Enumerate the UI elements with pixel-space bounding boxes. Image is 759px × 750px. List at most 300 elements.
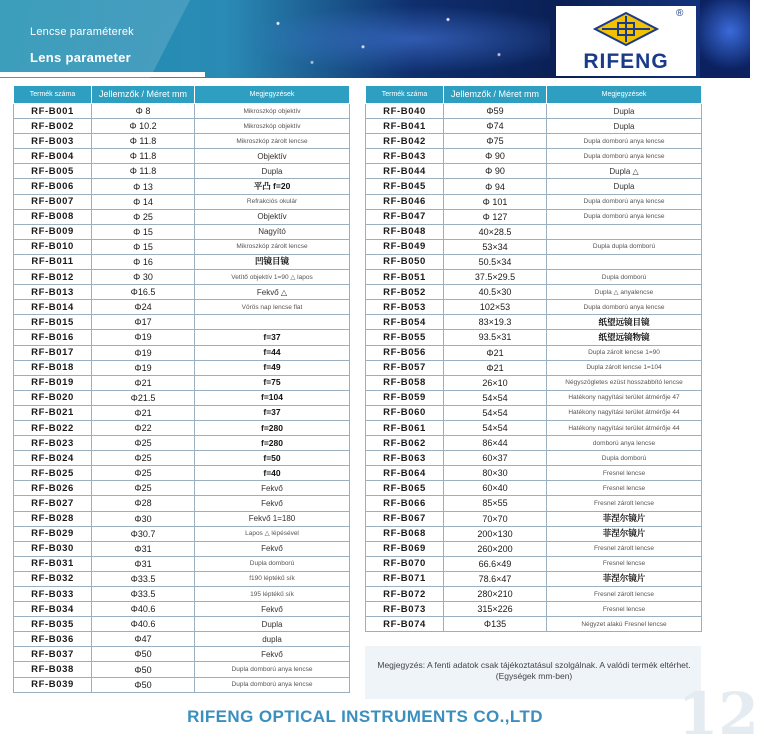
note-cell: Dupla: [195, 164, 350, 179]
size-cell: Φ50: [92, 677, 195, 692]
product-code-cell: RF-B018: [14, 360, 92, 375]
note-cell: Fekvő: [195, 481, 350, 496]
table-row: [14, 179, 350, 194]
product-code-cell: RF-B031: [14, 556, 92, 571]
table-row: [14, 481, 350, 496]
note-cell: 平凸 f=20: [195, 179, 350, 194]
size-cell: 40×28.5: [444, 224, 547, 239]
note-cell: Fekvő: [195, 541, 350, 556]
table-row: [366, 179, 702, 194]
table-row: [14, 662, 350, 677]
size-cell: 66.6×49: [444, 556, 547, 571]
product-code-cell: RF-B007: [14, 194, 92, 209]
table-row: [14, 436, 350, 451]
product-code-cell: RF-B017: [14, 345, 92, 360]
note-cell: Fresnel lencse: [547, 466, 702, 481]
note-cell: 纸望远镜物镜: [547, 330, 702, 345]
table-row: [366, 315, 702, 330]
size-cell: 200×130: [444, 526, 547, 541]
product-code-cell: RF-B069: [366, 541, 444, 556]
product-code-cell: RF-B047: [366, 209, 444, 224]
registered-mark: ®: [676, 8, 684, 19]
table-row: [366, 104, 702, 119]
note-cell: [195, 315, 350, 330]
product-code-cell: RF-B058: [366, 375, 444, 390]
note-cell: Dupla dupla domború: [547, 239, 702, 254]
size-cell: Φ 15: [92, 224, 195, 239]
product-code-cell: RF-B068: [366, 526, 444, 541]
note-cell: Fresnel zárolt lencse: [547, 587, 702, 602]
product-code-cell: RF-B044: [366, 164, 444, 179]
size-cell: Φ21: [92, 405, 195, 420]
product-code-cell: RF-B021: [14, 405, 92, 420]
table-row: [366, 239, 702, 254]
logo-wordmark: RIFENG: [583, 50, 669, 73]
table-row: [14, 541, 350, 556]
note-cell: Dupla △: [547, 164, 702, 179]
product-code-cell: RF-B061: [366, 420, 444, 435]
table-row: [14, 360, 350, 375]
size-cell: Φ19: [92, 330, 195, 345]
size-cell: 260×200: [444, 541, 547, 556]
note-cell: Dupla domború anya lencse: [195, 662, 350, 677]
product-code-cell: RF-B033: [14, 587, 92, 602]
lens-table-right: [365, 85, 702, 632]
product-code-cell: RF-B072: [366, 587, 444, 602]
table-row: [14, 647, 350, 662]
product-code-cell: RF-B004: [14, 149, 92, 164]
table-row: [366, 587, 702, 602]
product-code-cell: RF-B012: [14, 270, 92, 285]
table-row: [366, 134, 702, 149]
table-row: [366, 556, 702, 571]
product-code-cell: RF-B054: [366, 315, 444, 330]
table-row: [14, 677, 350, 692]
product-code-cell: RF-B055: [366, 330, 444, 345]
product-code-cell: RF-B001: [14, 104, 92, 119]
banner-title-hungarian: Lencse paraméterek: [30, 26, 134, 38]
table-row: [14, 134, 350, 149]
size-cell: Φ17: [92, 315, 195, 330]
table-header-row: [366, 86, 702, 104]
size-cell: 102×53: [444, 300, 547, 315]
table-row: [366, 209, 702, 224]
column-header-size: Jellemzők / Méret mm: [444, 86, 547, 104]
product-code-cell: RF-B052: [366, 285, 444, 300]
size-cell: 60×37: [444, 451, 547, 466]
lens-table-right-body: [366, 104, 702, 632]
product-code-cell: RF-B005: [14, 164, 92, 179]
lens-table-left-body: [14, 104, 350, 693]
size-cell: 315×226: [444, 602, 547, 617]
note-cell: f=104: [195, 390, 350, 405]
size-cell: Φ 30: [92, 270, 195, 285]
product-code-cell: RF-B008: [14, 209, 92, 224]
table-row: [366, 390, 702, 405]
note-cell: dupla: [195, 632, 350, 647]
size-cell: 70×70: [444, 511, 547, 526]
product-code-cell: RF-B035: [14, 617, 92, 632]
size-cell: 54×54: [444, 390, 547, 405]
product-code-cell: RF-B010: [14, 239, 92, 254]
size-cell: Φ 90: [444, 164, 547, 179]
size-cell: Φ25: [92, 451, 195, 466]
table-row: [366, 436, 702, 451]
note-cell: Fresnel lencse: [547, 556, 702, 571]
note-cell: Objektív: [195, 149, 350, 164]
size-cell: Φ30.7: [92, 526, 195, 541]
note-cell: Négyzet alakú Fresnel lencse: [547, 617, 702, 632]
note-cell: Mikroszkóp zárolt lencse: [195, 134, 350, 149]
table-row: [14, 119, 350, 134]
table-row: [366, 360, 702, 375]
size-cell: Φ 10.2: [92, 119, 195, 134]
table-row: [14, 300, 350, 315]
note-cell: Dupla: [547, 104, 702, 119]
size-cell: Φ16.5: [92, 285, 195, 300]
size-cell: Φ 13: [92, 179, 195, 194]
column-header-note: Megjegyzések: [547, 86, 702, 104]
size-cell: Φ 8: [92, 104, 195, 119]
size-cell: 85×55: [444, 496, 547, 511]
table-row: [14, 104, 350, 119]
size-cell: 86×44: [444, 436, 547, 451]
product-code-cell: RF-B032: [14, 571, 92, 586]
size-cell: Φ50: [92, 662, 195, 677]
size-cell: 53×34: [444, 239, 547, 254]
note-cell: Hatékony nagyítási terület átmérője 44: [547, 420, 702, 435]
table-row: [366, 270, 702, 285]
note-cell: Dupla domború anya lencse: [547, 149, 702, 164]
note-cell: Fekvő: [195, 496, 350, 511]
product-code-cell: RF-B036: [14, 632, 92, 647]
size-cell: Φ31: [92, 541, 195, 556]
size-cell: Φ 11.8: [92, 149, 195, 164]
table-row: [366, 149, 702, 164]
column-header-note: Megjegyzések: [195, 86, 350, 104]
product-code-cell: RF-B045: [366, 179, 444, 194]
size-cell: Φ 94: [444, 179, 547, 194]
size-cell: Φ47: [92, 632, 195, 647]
table-row: [14, 602, 350, 617]
table-row: [366, 496, 702, 511]
table-row: [14, 285, 350, 300]
banner-underline: [0, 72, 205, 77]
product-code-cell: RF-B071: [366, 571, 444, 586]
product-code-cell: RF-B043: [366, 149, 444, 164]
note-cell: Dupla △ anyalencse: [547, 285, 702, 300]
size-cell: Φ50: [92, 647, 195, 662]
product-code-cell: RF-B011: [14, 254, 92, 269]
size-cell: Φ21.5: [92, 390, 195, 405]
note-cell: f=75: [195, 375, 350, 390]
note-cell: f=44: [195, 345, 350, 360]
table-row: [14, 375, 350, 390]
table-row: [366, 526, 702, 541]
product-code-cell: RF-B028: [14, 511, 92, 526]
size-cell: Φ 127: [444, 209, 547, 224]
table-row: [14, 571, 350, 586]
note-cell: Mikroszkóp zárolt lencse: [195, 239, 350, 254]
size-cell: 280×210: [444, 587, 547, 602]
product-code-cell: RF-B064: [366, 466, 444, 481]
size-cell: Φ 15: [92, 239, 195, 254]
size-cell: Φ25: [92, 466, 195, 481]
table-row: [14, 345, 350, 360]
table-header-row: [14, 86, 350, 104]
product-code-cell: RF-B024: [14, 451, 92, 466]
note-cell: Vörös nap lencse flat: [195, 300, 350, 315]
note-cell: Dupla domború: [547, 451, 702, 466]
page-number-watermark: 12: [678, 680, 759, 748]
size-cell: Φ 11.8: [92, 134, 195, 149]
product-code-cell: RF-B060: [366, 405, 444, 420]
size-cell: Φ22: [92, 420, 195, 435]
product-code-cell: RF-B022: [14, 420, 92, 435]
table-row: [14, 164, 350, 179]
product-code-cell: RF-B009: [14, 224, 92, 239]
size-cell: Φ75: [444, 134, 547, 149]
product-code-cell: RF-B042: [366, 134, 444, 149]
column-header-code: Termék száma: [14, 86, 92, 104]
note-cell: Fresnel zárolt lencse: [547, 496, 702, 511]
note-cell: Dupla domború anya lencse: [195, 677, 350, 692]
product-code-cell: RF-B023: [14, 436, 92, 451]
product-code-cell: RF-B057: [366, 360, 444, 375]
note-cell: Hatékony nagyítási terület átmérője 44: [547, 405, 702, 420]
product-code-cell: RF-B050: [366, 254, 444, 269]
table-row: [14, 149, 350, 164]
note-cell: f=37: [195, 405, 350, 420]
table-row: [366, 375, 702, 390]
note-cell: Dupla domború anya lencse: [547, 134, 702, 149]
starfield-graphic: [210, 0, 550, 78]
product-code-cell: RF-B074: [366, 617, 444, 632]
product-code-cell: RF-B046: [366, 194, 444, 209]
size-cell: Φ40.6: [92, 617, 195, 632]
size-cell: 80×30: [444, 466, 547, 481]
table-row: [14, 420, 350, 435]
note-cell: f190 léptékű sík: [195, 571, 350, 586]
note-cell: Fekvő △: [195, 285, 350, 300]
size-cell: 83×19.3: [444, 315, 547, 330]
table-row: [14, 617, 350, 632]
note-cell: domború anya lencse: [547, 436, 702, 451]
note-cell: f=49: [195, 360, 350, 375]
product-code-cell: RF-B070: [366, 556, 444, 571]
table-row: [14, 390, 350, 405]
note-cell: Fresnel zárolt lencse: [547, 541, 702, 556]
product-code-cell: RF-B062: [366, 436, 444, 451]
note-cell: 菲涅尔镜片: [547, 526, 702, 541]
size-cell: Φ30: [92, 511, 195, 526]
banner-title-english: Lens parameter: [30, 50, 132, 65]
note-cell: Dupla zárolt lencse 1=90: [547, 345, 702, 360]
size-cell: Φ31: [92, 556, 195, 571]
table-row: [366, 541, 702, 556]
table-row: [14, 526, 350, 541]
size-cell: Φ59: [444, 104, 547, 119]
product-code-cell: RF-B038: [14, 662, 92, 677]
size-cell: 78.6×47: [444, 571, 547, 586]
product-code-cell: RF-B040: [366, 104, 444, 119]
note-cell: f=40: [195, 466, 350, 481]
table-row: [366, 194, 702, 209]
table-row: [14, 315, 350, 330]
table-row: [14, 632, 350, 647]
note-cell: f=280: [195, 436, 350, 451]
product-code-cell: RF-B063: [366, 451, 444, 466]
table-row: [14, 405, 350, 420]
note-cell: Dupla domború anya lencse: [547, 300, 702, 315]
size-cell: Φ33.5: [92, 587, 195, 602]
table-row: [14, 270, 350, 285]
product-code-cell: RF-B053: [366, 300, 444, 315]
size-cell: Φ40.6: [92, 602, 195, 617]
product-code-cell: RF-B056: [366, 345, 444, 360]
product-code-cell: RF-B066: [366, 496, 444, 511]
note-cell: 凹镜目镜: [195, 254, 350, 269]
column-header-code: Termék száma: [366, 86, 444, 104]
note-cell: Fekvő: [195, 602, 350, 617]
note-cell: [547, 224, 702, 239]
table-row: [366, 602, 702, 617]
table-row: [366, 466, 702, 481]
column-header-size: Jellemzők / Méret mm: [92, 86, 195, 104]
note-cell: Nagyító: [195, 224, 350, 239]
table-row: [366, 617, 702, 632]
table-row: [366, 330, 702, 345]
size-cell: Φ 16: [92, 254, 195, 269]
size-cell: Φ25: [92, 436, 195, 451]
size-cell: Φ21: [92, 375, 195, 390]
size-cell: Φ21: [444, 360, 547, 375]
company-name: RIFENG OPTICAL INSTRUMENTS CO.,LTD: [187, 707, 543, 726]
size-cell: Φ 90: [444, 149, 547, 164]
note-cell: Dupla: [195, 617, 350, 632]
product-code-cell: RF-B029: [14, 526, 92, 541]
size-cell: Φ24: [92, 300, 195, 315]
banner-right-graphic: [700, 0, 750, 78]
note-cell: Mikroszkóp objektív: [195, 119, 350, 134]
product-code-cell: RF-B026: [14, 481, 92, 496]
note-cell: Hatékony nagyítási terület átmérője 47: [547, 390, 702, 405]
product-code-cell: RF-B013: [14, 285, 92, 300]
size-cell: Φ19: [92, 345, 195, 360]
table-row: [14, 209, 350, 224]
note-cell: f=280: [195, 420, 350, 435]
note-cell: Dupla domború anya lencse: [547, 194, 702, 209]
size-cell: 93.5×31: [444, 330, 547, 345]
table-row: [14, 466, 350, 481]
table-row: [14, 496, 350, 511]
note-cell: Fekvő: [195, 647, 350, 662]
product-code-cell: RF-B049: [366, 239, 444, 254]
logo-diamond-icon: [594, 12, 658, 46]
product-code-cell: RF-B020: [14, 390, 92, 405]
size-cell: Φ135: [444, 617, 547, 632]
product-code-cell: RF-B073: [366, 602, 444, 617]
table-row: [366, 254, 702, 269]
table-row: [366, 451, 702, 466]
size-cell: 50.5×34: [444, 254, 547, 269]
table-row: [366, 405, 702, 420]
footnote-box: [365, 646, 701, 699]
size-cell: Φ28: [92, 496, 195, 511]
product-code-cell: RF-B065: [366, 481, 444, 496]
table-row: [366, 164, 702, 179]
lens-table-left: [13, 85, 350, 693]
product-code-cell: RF-B003: [14, 134, 92, 149]
header-banner: [0, 0, 750, 78]
size-cell: 60×40: [444, 481, 547, 496]
table-row: [14, 511, 350, 526]
table-row: [366, 119, 702, 134]
size-cell: 40.5×30: [444, 285, 547, 300]
size-cell: 37.5×29.5: [444, 270, 547, 285]
note-cell: Lapos △ lépésével: [195, 526, 350, 541]
product-code-cell: RF-B015: [14, 315, 92, 330]
note-cell: 195 léptékű sík: [195, 587, 350, 602]
table-row: [366, 511, 702, 526]
table-row: [366, 481, 702, 496]
table-row: [366, 345, 702, 360]
table-row: [14, 587, 350, 602]
note-cell: Dupla domború anya lencse: [547, 209, 702, 224]
product-code-cell: RF-B002: [14, 119, 92, 134]
size-cell: Φ 11.8: [92, 164, 195, 179]
table-row: [366, 571, 702, 586]
product-code-cell: RF-B039: [14, 677, 92, 692]
note-cell: Dupla domború: [195, 556, 350, 571]
note-cell: Fresnel lencse: [547, 602, 702, 617]
note-cell: 菲涅尔镜片: [547, 571, 702, 586]
note-cell: Négyszögletes ezüst hosszabbító lencse: [547, 375, 702, 390]
size-cell: 54×54: [444, 405, 547, 420]
note-cell: 菲涅尔镜片: [547, 511, 702, 526]
note-cell: Fresnel lencse: [547, 481, 702, 496]
product-code-cell: RF-B051: [366, 270, 444, 285]
product-code-cell: RF-B030: [14, 541, 92, 556]
footnote-text: Megjegyzés: A fenti adatok csak tájékoztatásul szolgálnak. A valódi termék eltérhet. (Egységek mm-ben): [377, 660, 691, 681]
note-cell: Objektív: [195, 209, 350, 224]
product-code-cell: RF-B019: [14, 375, 92, 390]
product-code-cell: RF-B048: [366, 224, 444, 239]
product-code-cell: RF-B037: [14, 647, 92, 662]
table-row: [14, 556, 350, 571]
note-cell: Refrakciós okulár: [195, 194, 350, 209]
rifeng-logo: [556, 6, 696, 76]
size-cell: Φ 25: [92, 209, 195, 224]
banner-highlight: [0, 0, 205, 78]
product-code-cell: RF-B025: [14, 466, 92, 481]
note-cell: f=50: [195, 451, 350, 466]
size-cell: Φ 101: [444, 194, 547, 209]
note-cell: Mikroszkóp objektív: [195, 104, 350, 119]
table-row: [366, 285, 702, 300]
note-cell: Dupla: [547, 179, 702, 194]
table-row: [14, 239, 350, 254]
size-cell: 54×54: [444, 420, 547, 435]
table-row: [366, 420, 702, 435]
product-code-cell: RF-B059: [366, 390, 444, 405]
note-cell: 纸望远镜目镜: [547, 315, 702, 330]
note-cell: Dupla: [547, 119, 702, 134]
product-code-cell: RF-B006: [14, 179, 92, 194]
note-cell: Dupla domború: [547, 270, 702, 285]
table-row: [14, 254, 350, 269]
table-row: [14, 194, 350, 209]
